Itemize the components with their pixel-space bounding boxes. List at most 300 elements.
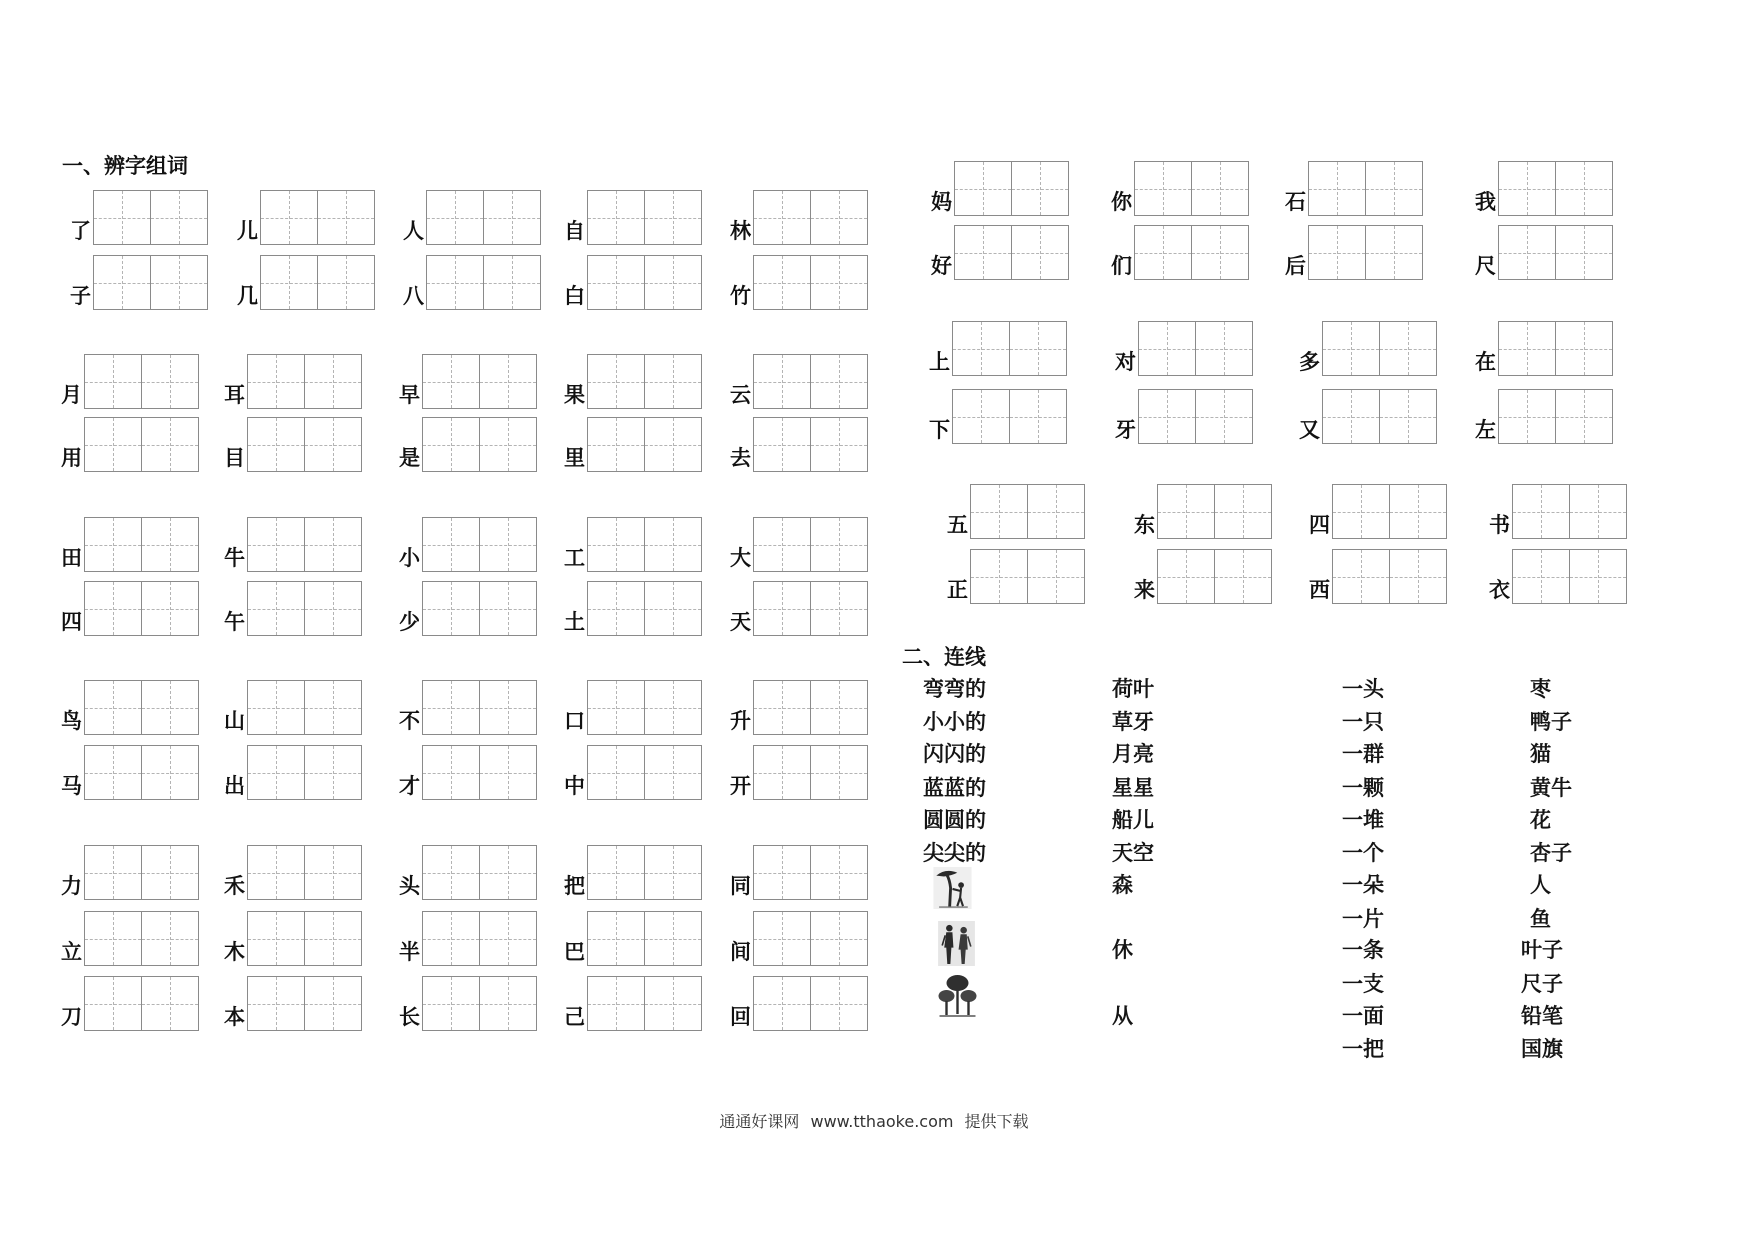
word-group-item (224, 845, 362, 900)
match-noun-item: 从 (1112, 1004, 1133, 1028)
tianzige-cell[interactable] (479, 518, 536, 571)
tianzige-cell[interactable] (644, 846, 701, 899)
match-noun-item: 荷叶 (1112, 677, 1154, 701)
tianzige-answer-box[interactable] (426, 255, 541, 310)
target-character: 己 (564, 1005, 585, 1029)
tianzige-answer-box[interactable] (1332, 484, 1447, 539)
tianzige-cell[interactable] (85, 912, 141, 965)
word-group-item (564, 680, 702, 735)
tianzige-cell[interactable] (1009, 390, 1066, 443)
tianzige-cell[interactable] (953, 322, 1009, 375)
tianzige-cell[interactable] (479, 582, 536, 635)
tianzige-cell[interactable] (248, 746, 304, 799)
match-measure-word-item: 一条 (1342, 938, 1384, 962)
match-adjective-item: 弯弯的 (923, 677, 986, 701)
tianzige-cell[interactable] (810, 582, 867, 635)
tianzige-cell[interactable] (1158, 550, 1214, 603)
tianzige-cell[interactable] (754, 912, 810, 965)
tianzige-answer-box[interactable] (1134, 161, 1249, 216)
tianzige-cell[interactable] (304, 681, 361, 734)
section-title-word-building: 一、辨字组词 (62, 154, 188, 178)
tianzige-cell[interactable] (248, 518, 304, 571)
tianzige-cell[interactable] (261, 191, 317, 244)
tianzige-cell[interactable] (1379, 390, 1436, 443)
tianzige-cell[interactable] (427, 191, 483, 244)
target-character: 工 (564, 546, 585, 570)
match-object-item: 黄牛 (1530, 776, 1572, 800)
target-character: 立 (61, 940, 82, 964)
tianzige-answer-box[interactable] (753, 517, 868, 572)
tianzige-answer-box[interactable] (587, 911, 702, 966)
target-character: 少 (399, 610, 420, 634)
tianzige-answer-box[interactable] (970, 484, 1085, 539)
tianzige-answer-box[interactable] (422, 745, 537, 800)
tianzige-cell[interactable] (483, 256, 540, 309)
tianzige-cell[interactable] (1499, 390, 1555, 443)
tianzige-answer-box[interactable] (426, 190, 541, 245)
tianzige-answer-box[interactable] (1138, 321, 1253, 376)
match-measure-word-item: 一颗 (1342, 776, 1384, 800)
word-group-item (399, 976, 537, 1031)
tianzige-cell[interactable] (483, 191, 540, 244)
tianzige-cell[interactable] (810, 746, 867, 799)
word-group-item (399, 745, 537, 800)
tianzige-answer-box[interactable] (952, 389, 1067, 444)
tianzige-answer-box[interactable] (1498, 389, 1613, 444)
target-character: 间 (730, 940, 751, 964)
tianzige-cell[interactable] (1499, 322, 1555, 375)
tianzige-cell[interactable] (304, 977, 361, 1030)
match-adjective-item: 蓝蓝的 (923, 776, 986, 800)
tianzige-cell[interactable] (588, 256, 644, 309)
tianzige-cell[interactable] (1195, 322, 1252, 375)
match-measure-word-item: 一朵 (1342, 873, 1384, 897)
tianzige-cell[interactable] (1195, 390, 1252, 443)
tianzige-cell[interactable] (248, 846, 304, 899)
match-noun-item: 森 (1112, 873, 1133, 897)
tianzige-cell[interactable] (423, 355, 479, 408)
tianzige-cell[interactable] (317, 256, 374, 309)
tianzige-answer-box[interactable] (753, 354, 868, 409)
tianzige-cell[interactable] (423, 582, 479, 635)
tianzige-cell[interactable] (955, 226, 1011, 279)
tianzige-answer-box[interactable] (753, 745, 868, 800)
tianzige-cell[interactable] (971, 550, 1027, 603)
tianzige-answer-box[interactable] (422, 680, 537, 735)
tianzige-cell[interactable] (479, 681, 536, 734)
word-group-item (70, 255, 208, 310)
tianzige-answer-box[interactable] (84, 745, 199, 800)
target-character: 头 (399, 874, 420, 898)
tianzige-answer-box[interactable] (587, 581, 702, 636)
tianzige-answer-box[interactable] (587, 255, 702, 310)
tianzige-cell[interactable] (754, 518, 810, 571)
tianzige-cell[interactable] (1389, 550, 1446, 603)
tianzige-answer-box[interactable] (1308, 161, 1423, 216)
target-character: 五 (947, 513, 968, 537)
tianzige-cell[interactable] (1191, 226, 1248, 279)
target-character: 不 (399, 709, 420, 733)
tianzige-cell[interactable] (588, 977, 644, 1030)
match-measure-word-item: 一头 (1342, 677, 1384, 701)
tianzige-cell[interactable] (953, 390, 1009, 443)
tianzige-cell[interactable] (644, 256, 701, 309)
section-title-matching: 二、连线 (902, 645, 986, 669)
tianzige-cell[interactable] (588, 681, 644, 734)
tianzige-cell[interactable] (94, 191, 150, 244)
tianzige-cell[interactable] (1555, 322, 1612, 375)
tianzige-cell[interactable] (85, 518, 141, 571)
tianzige-cell[interactable] (810, 846, 867, 899)
word-group-item (1489, 484, 1627, 539)
two-people-icon (936, 921, 977, 966)
tianzige-cell[interactable] (141, 582, 198, 635)
tianzige-cell[interactable] (423, 912, 479, 965)
tianzige-cell[interactable] (810, 418, 867, 471)
tianzige-answer-box[interactable] (93, 255, 208, 310)
tianzige-cell[interactable] (588, 746, 644, 799)
tianzige-cell[interactable] (588, 418, 644, 471)
tianzige-cell[interactable] (1214, 485, 1271, 538)
tianzige-answer-box[interactable] (84, 911, 199, 966)
tianzige-answer-box[interactable] (1498, 161, 1613, 216)
tianzige-cell[interactable] (1309, 162, 1365, 215)
word-group-item (61, 911, 199, 966)
tianzige-answer-box[interactable] (753, 581, 868, 636)
tianzige-cell[interactable] (588, 582, 644, 635)
word-group-item (564, 354, 702, 409)
tianzige-cell[interactable] (479, 977, 536, 1030)
tianzige-cell[interactable] (1191, 162, 1248, 215)
tianzige-answer-box[interactable] (1512, 484, 1627, 539)
tianzige-cell[interactable] (810, 912, 867, 965)
tianzige-cell[interactable] (588, 355, 644, 408)
tianzige-cell[interactable] (1309, 226, 1365, 279)
tianzige-cell[interactable] (1365, 162, 1422, 215)
tianzige-cell[interactable] (479, 746, 536, 799)
word-group-item (564, 190, 702, 245)
tianzige-answer-box[interactable] (247, 417, 362, 472)
tianzige-answer-box[interactable] (587, 354, 702, 409)
tianzige-answer-box[interactable] (753, 190, 868, 245)
target-character: 下 (929, 418, 950, 442)
target-character: 在 (1475, 350, 1496, 374)
tianzige-cell[interactable] (644, 518, 701, 571)
tianzige-cell[interactable] (1135, 162, 1191, 215)
tianzige-cell[interactable] (85, 582, 141, 635)
tianzige-cell[interactable] (1555, 390, 1612, 443)
tianzige-cell[interactable] (588, 846, 644, 899)
word-group-item (564, 976, 702, 1031)
tianzige-cell[interactable] (754, 582, 810, 635)
tianzige-answer-box[interactable] (84, 517, 199, 572)
tianzige-cell[interactable] (1214, 550, 1271, 603)
tianzige-cell[interactable] (304, 746, 361, 799)
tianzige-cell[interactable] (423, 977, 479, 1030)
tianzige-cell[interactable] (141, 355, 198, 408)
tianzige-cell[interactable] (644, 191, 701, 244)
tianzige-answer-box[interactable] (422, 976, 537, 1031)
tianzige-cell[interactable] (1135, 226, 1191, 279)
tianzige-cell[interactable] (1323, 322, 1379, 375)
tianzige-cell[interactable] (1513, 550, 1569, 603)
tianzige-answer-box[interactable] (753, 255, 868, 310)
tianzige-cell[interactable] (423, 681, 479, 734)
tianzige-cell[interactable] (1555, 162, 1612, 215)
word-group-item (403, 255, 541, 310)
tianzige-cell[interactable] (1513, 485, 1569, 538)
tianzige-cell[interactable] (1009, 322, 1066, 375)
tianzige-cell[interactable] (644, 355, 701, 408)
tianzige-cell[interactable] (810, 191, 867, 244)
person-by-tree-icon (932, 867, 973, 909)
tianzige-cell[interactable] (141, 746, 198, 799)
tianzige-cell[interactable] (423, 746, 479, 799)
tianzige-answer-box[interactable] (970, 549, 1085, 604)
tianzige-cell[interactable] (1158, 485, 1214, 538)
tianzige-cell[interactable] (1365, 226, 1422, 279)
tianzige-answer-box[interactable] (247, 680, 362, 735)
tianzige-answer-box[interactable] (84, 581, 199, 636)
tianzige-cell[interactable] (1555, 226, 1612, 279)
tianzige-cell[interactable] (427, 256, 483, 309)
tianzige-cell[interactable] (588, 518, 644, 571)
tianzige-cell[interactable] (85, 355, 141, 408)
tianzige-cell[interactable] (141, 518, 198, 571)
tianzige-cell[interactable] (479, 912, 536, 965)
tianzige-cell[interactable] (248, 912, 304, 965)
tianzige-cell[interactable] (1139, 322, 1195, 375)
tianzige-cell[interactable] (1333, 485, 1389, 538)
tianzige-cell[interactable] (754, 681, 810, 734)
tianzige-answer-box[interactable] (587, 417, 702, 472)
tianzige-answer-box[interactable] (587, 190, 702, 245)
tianzige-cell[interactable] (85, 977, 141, 1030)
tianzige-answer-box[interactable] (422, 517, 537, 572)
tianzige-answer-box[interactable] (1157, 549, 1272, 604)
target-character: 八 (403, 284, 424, 308)
tianzige-cell[interactable] (304, 912, 361, 965)
tianzige-answer-box[interactable] (422, 354, 537, 409)
tianzige-answer-box[interactable] (93, 190, 208, 245)
target-character: 来 (1134, 578, 1155, 602)
tianzige-answer-box[interactable] (952, 321, 1067, 376)
tianzige-cell[interactable] (1569, 485, 1626, 538)
tianzige-cell[interactable] (479, 418, 536, 471)
tianzige-cell[interactable] (1027, 550, 1084, 603)
tianzige-cell[interactable] (248, 582, 304, 635)
tianzige-answer-box[interactable] (247, 745, 362, 800)
tianzige-answer-box[interactable] (954, 161, 1069, 216)
tianzige-cell[interactable] (754, 977, 810, 1030)
tianzige-answer-box[interactable] (247, 976, 362, 1031)
word-group-item (61, 417, 199, 472)
word-group-item (1285, 161, 1423, 216)
target-character: 尺 (1475, 254, 1496, 278)
tianzige-answer-box[interactable] (1134, 225, 1249, 280)
tianzige-cell[interactable] (754, 191, 810, 244)
tianzige-answer-box[interactable] (247, 517, 362, 572)
tianzige-answer-box[interactable] (1512, 549, 1627, 604)
word-group-item (1309, 484, 1447, 539)
tianzige-cell[interactable] (810, 256, 867, 309)
tianzige-cell[interactable] (248, 418, 304, 471)
tianzige-answer-box[interactable] (587, 517, 702, 572)
word-group-item (564, 417, 702, 472)
tianzige-answer-box[interactable] (1498, 321, 1613, 376)
tianzige-answer-box[interactable] (84, 680, 199, 735)
tianzige-cell[interactable] (644, 418, 701, 471)
tianzige-cell[interactable] (644, 582, 701, 635)
tianzige-cell[interactable] (479, 355, 536, 408)
target-character: 出 (224, 774, 245, 798)
tianzige-answer-box[interactable] (1157, 484, 1272, 539)
tianzige-cell[interactable] (1323, 390, 1379, 443)
tianzige-cell[interactable] (150, 191, 207, 244)
target-character: 自 (564, 219, 585, 243)
tianzige-answer-box[interactable] (1322, 389, 1437, 444)
target-character: 后 (1285, 254, 1306, 278)
word-group-item (399, 581, 537, 636)
target-character: 小 (399, 546, 420, 570)
tianzige-cell[interactable] (644, 912, 701, 965)
tianzige-cell[interactable] (810, 681, 867, 734)
tianzige-answer-box[interactable] (260, 190, 375, 245)
tianzige-answer-box[interactable] (247, 581, 362, 636)
tianzige-cell[interactable] (1139, 390, 1195, 443)
tianzige-cell[interactable] (248, 681, 304, 734)
tianzige-cell[interactable] (955, 162, 1011, 215)
tianzige-answer-box[interactable] (1138, 389, 1253, 444)
tianzige-cell[interactable] (754, 846, 810, 899)
tianzige-answer-box[interactable] (84, 845, 199, 900)
tianzige-cell[interactable] (304, 418, 361, 471)
tianzige-cell[interactable] (304, 355, 361, 408)
target-character: 衣 (1489, 578, 1510, 602)
target-character: 我 (1475, 190, 1496, 214)
match-measure-word-item: 一把 (1342, 1037, 1384, 1061)
tianzige-cell[interactable] (304, 846, 361, 899)
tianzige-answer-box[interactable] (1322, 321, 1437, 376)
target-character: 儿 (237, 219, 258, 243)
tianzige-cell[interactable] (1379, 322, 1436, 375)
tianzige-answer-box[interactable] (84, 354, 199, 409)
tianzige-cell[interactable] (644, 746, 701, 799)
tianzige-answer-box[interactable] (247, 845, 362, 900)
tianzige-cell[interactable] (304, 518, 361, 571)
tianzige-cell[interactable] (317, 191, 374, 244)
tianzige-cell[interactable] (644, 681, 701, 734)
target-character: 巴 (564, 940, 585, 964)
tianzige-cell[interactable] (588, 191, 644, 244)
tianzige-answer-box[interactable] (753, 417, 868, 472)
tianzige-cell[interactable] (754, 355, 810, 408)
tianzige-cell[interactable] (423, 518, 479, 571)
tianzige-answer-box[interactable] (753, 911, 868, 966)
tianzige-answer-box[interactable] (422, 845, 537, 900)
tianzige-cell[interactable] (85, 846, 141, 899)
match-object-item: 鸭子 (1530, 710, 1572, 734)
tianzige-answer-box[interactable] (753, 680, 868, 735)
target-character: 西 (1309, 578, 1330, 602)
tianzige-answer-box[interactable] (1308, 225, 1423, 280)
match-noun-item: 休 (1112, 938, 1133, 962)
tianzige-answer-box[interactable] (753, 845, 868, 900)
tianzige-cell[interactable] (644, 977, 701, 1030)
tianzige-cell[interactable] (810, 355, 867, 408)
tianzige-cell[interactable] (1027, 485, 1084, 538)
tianzige-cell[interactable] (304, 582, 361, 635)
tianzige-cell[interactable] (141, 912, 198, 965)
tianzige-cell[interactable] (1389, 485, 1446, 538)
match-adjective-item: 圆圆的 (923, 808, 986, 832)
tianzige-cell[interactable] (94, 256, 150, 309)
tianzige-answer-box[interactable] (84, 976, 199, 1031)
tianzige-cell[interactable] (423, 418, 479, 471)
tianzige-answer-box[interactable] (247, 354, 362, 409)
tianzige-cell[interactable] (248, 355, 304, 408)
tianzige-answer-box[interactable] (422, 417, 537, 472)
tianzige-cell[interactable] (141, 681, 198, 734)
tianzige-cell[interactable] (248, 977, 304, 1030)
tianzige-cell[interactable] (1569, 550, 1626, 603)
tianzige-cell[interactable] (810, 518, 867, 571)
tianzige-cell[interactable] (141, 846, 198, 899)
tianzige-cell[interactable] (479, 846, 536, 899)
tianzige-cell[interactable] (141, 977, 198, 1030)
tianzige-answer-box[interactable] (422, 911, 537, 966)
tianzige-cell[interactable] (588, 912, 644, 965)
tianzige-cell[interactable] (754, 256, 810, 309)
tianzige-cell[interactable] (261, 256, 317, 309)
tianzige-answer-box[interactable] (954, 225, 1069, 280)
tianzige-answer-box[interactable] (587, 745, 702, 800)
tianzige-answer-box[interactable] (753, 976, 868, 1031)
tianzige-cell[interactable] (85, 681, 141, 734)
tianzige-cell[interactable] (150, 256, 207, 309)
tianzige-answer-box[interactable] (84, 417, 199, 472)
tianzige-answer-box[interactable] (1498, 225, 1613, 280)
tianzige-answer-box[interactable] (587, 680, 702, 735)
match-object-item: 叶子 (1521, 938, 1563, 962)
tianzige-answer-box[interactable] (1332, 549, 1447, 604)
tianzige-answer-box[interactable] (587, 845, 702, 900)
tianzige-cell[interactable] (971, 485, 1027, 538)
tianzige-cell[interactable] (1011, 226, 1068, 279)
tianzige-cell[interactable] (423, 846, 479, 899)
target-character: 刀 (61, 1005, 82, 1029)
word-group-item (1475, 161, 1613, 216)
tianzige-cell[interactable] (810, 977, 867, 1030)
word-group-item (730, 976, 868, 1031)
tianzige-cell[interactable] (1499, 162, 1555, 215)
tianzige-cell[interactable] (1011, 162, 1068, 215)
word-group-item (564, 845, 702, 900)
tianzige-cell[interactable] (1333, 550, 1389, 603)
tianzige-answer-box[interactable] (247, 911, 362, 966)
tianzige-cell[interactable] (141, 418, 198, 471)
tianzige-answer-box[interactable] (587, 976, 702, 1031)
tianzige-cell[interactable] (754, 746, 810, 799)
tianzige-answer-box[interactable] (260, 255, 375, 310)
tianzige-cell[interactable] (85, 746, 141, 799)
tianzige-answer-box[interactable] (422, 581, 537, 636)
tianzige-cell[interactable] (85, 418, 141, 471)
target-character: 牛 (224, 546, 245, 570)
tianzige-cell[interactable] (1499, 226, 1555, 279)
tianzige-cell[interactable] (754, 418, 810, 471)
word-group-item (564, 255, 702, 310)
